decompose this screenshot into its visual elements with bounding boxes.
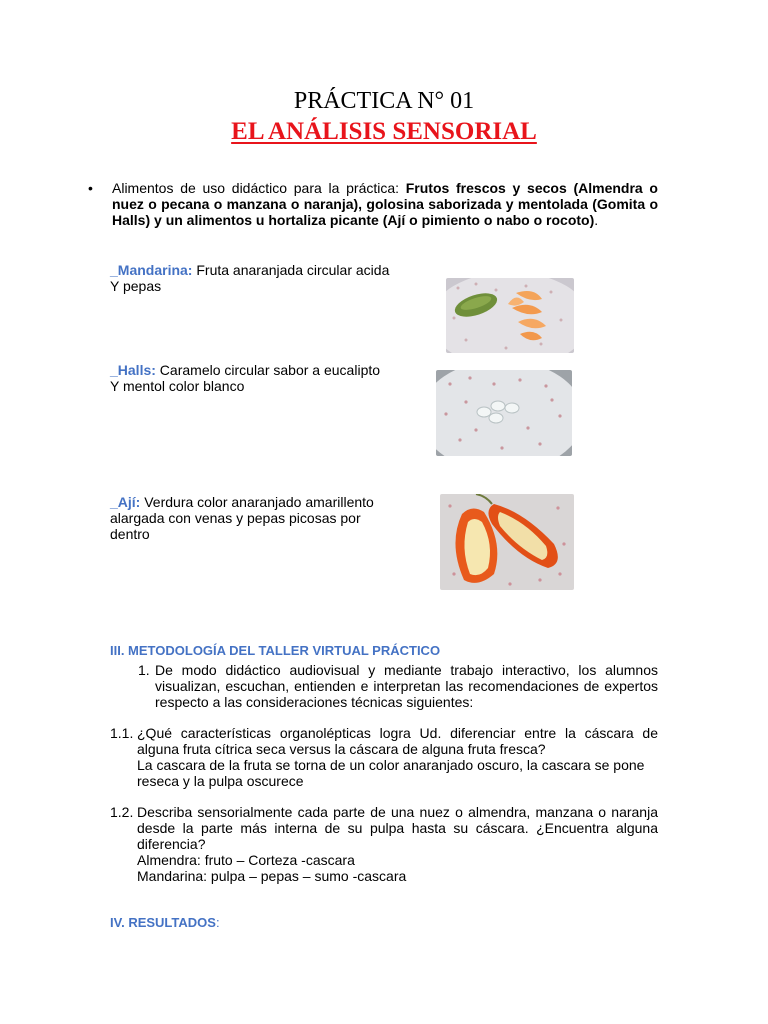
section4-number: IV (110, 915, 122, 930)
page-title: PRÁCTICA N° 01 (293, 88, 475, 114)
bullet-icon: • (88, 180, 93, 196)
page-subtitle: EL ANÁLISIS SENSORIAL (231, 118, 537, 145)
item-line2: Y pepas (110, 278, 162, 294)
section4-heading (110, 915, 220, 930)
answer1-text: La cascara de la fruta se torna de un color anaranjado oscuro, la cascara se pone reseca y la pulpa oscurece (137, 757, 645, 789)
point1-text: De modo didáctico audiovisual y mediante trabajo interactivo, los alumnos visualizan, escuchan, entienden e interpretan las recomendaciones de expertos respecto a las consideraciones técnicas siguientes: (155, 662, 658, 710)
item-line3: dentro (110, 526, 150, 542)
item-line1: Caramelo circular sabor a eucalipto (155, 362, 381, 378)
item-line2: alargada con venas y pepas picosas por (110, 510, 361, 526)
section3-heading: III. METODOLOGÍA DEL TALLER VIRTUAL PRÁCTICO (110, 643, 441, 658)
item-label: _Halls: (110, 362, 156, 378)
materials-intro: Alimentos de uso didáctico para la práctica: (112, 180, 406, 196)
materials-end: . (594, 212, 599, 228)
question1-number: 1.1. (110, 725, 134, 741)
item-halls (110, 362, 380, 394)
item-mandarina (110, 262, 389, 294)
answer2-line2: Mandarina: pulpa – pepas – sumo -cascara (137, 868, 407, 884)
halls-photo (436, 370, 572, 456)
item-label: _Ají: (110, 494, 141, 510)
materials-bullet (88, 180, 658, 228)
item-line1: Verdura color anaranjado amarillento (140, 494, 374, 510)
materials-list: Frutos frescos y secos (Almendra o nuez o pecana o manzana o naranja), golosina saborizada y mentolada (Gomita o Halls) y un alimentos u hortaliza picante (Ají o pimiento o nabo o rocoto) (112, 180, 658, 228)
item-line1: Fruta anaranjada circular acida (192, 262, 390, 278)
item-line2: Y mentol color blanco (110, 378, 245, 394)
question2-number: 1.2. (110, 804, 134, 820)
section4-title: . RESULTADOS (121, 915, 216, 930)
aji-photo (440, 494, 574, 590)
item-label: _Mandarina: (110, 262, 193, 278)
section4-colon: : (215, 915, 220, 930)
question1-text: ¿Qué características organolépticas logra Ud. diferenciar entre la cáscara de alguna fruta cítrica seca versus la cáscara de alguna fruta fresca? (137, 725, 658, 757)
question2-text: Describa sensorialmente cada parte de una nuez o almendra, manzana o naranja desde la parte más interna de su pulpa hasta su cáscara. ¿Encuentra alguna diferencia? (137, 804, 658, 852)
point1-number: 1. (138, 662, 150, 678)
item-aji (110, 494, 374, 542)
mandarina-photo (446, 278, 574, 353)
answer2-line1: Almendra: fruto – Corteza -cascara (137, 852, 355, 868)
